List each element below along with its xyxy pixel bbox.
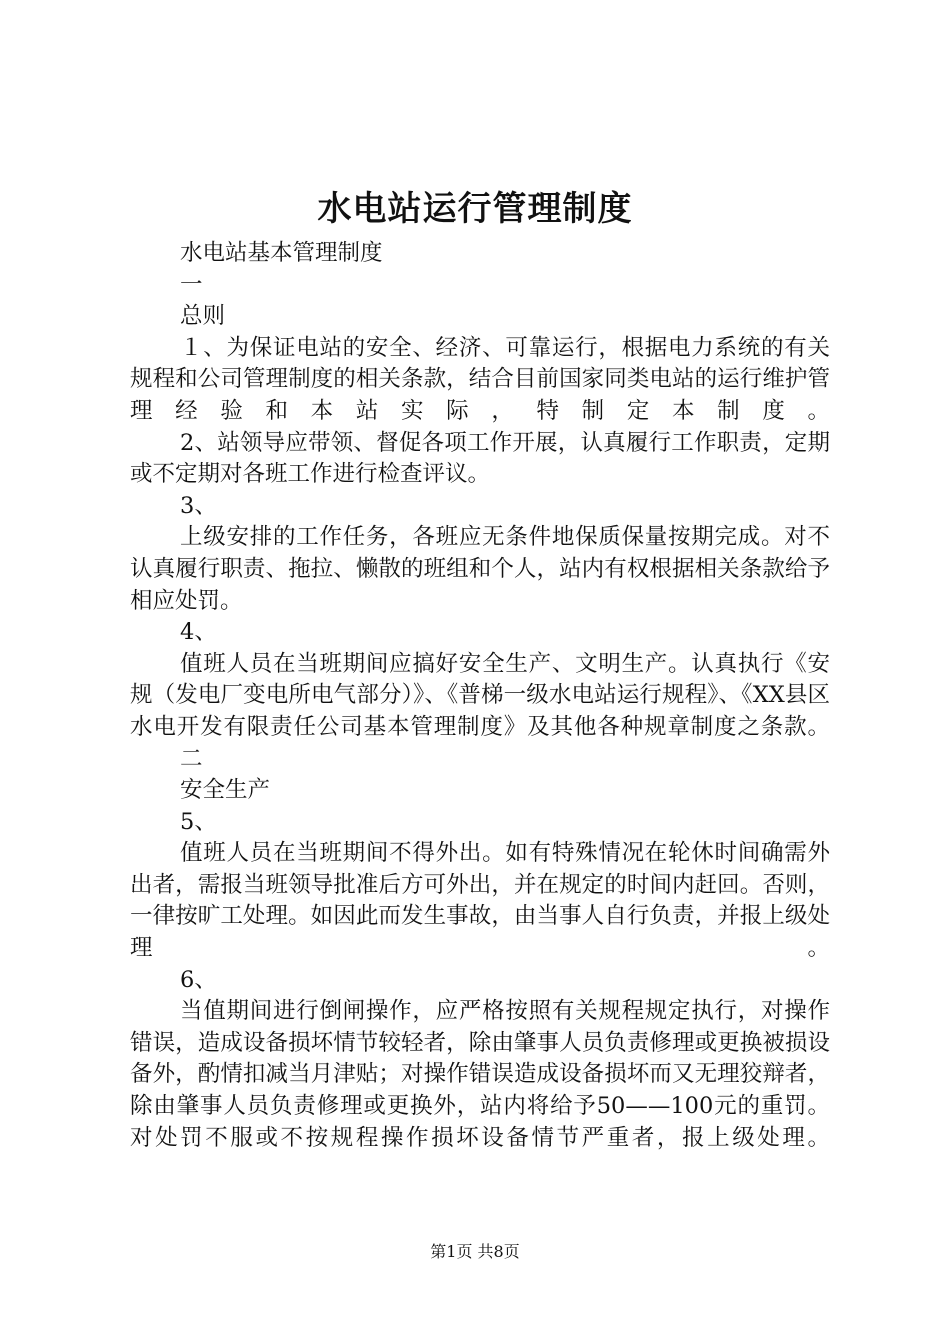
section-number: 二 (180, 745, 203, 772)
subtitle: 水电站基本管理制度 (180, 240, 383, 266)
document-body (130, 238, 830, 1154)
section-heading: 安全生产 (180, 777, 271, 804)
paragraph: １、为保证电站的安全、经济、可靠运行，根据电力系统的有关规程和公司管理制度的相关条款，结合目前国家同类电站的运行维护管理经验和本站实际，特制定本制度。 (130, 334, 830, 424)
item-number: 6、 (180, 966, 217, 993)
page-footer: 第1页 共8页 (430, 1242, 520, 1261)
paragraph: 值班人员在当班期间不得外出。如有特殊情况在轮休时间确需外出者，需报当班领导批准后方可外出，并在规定的时间内赶回。否则，一律按旷工处理。如因此而发生事故，由当事人自行负责，并报上级处理。 (130, 840, 830, 962)
paragraph: 2、站领导应带领、督促各项工作开展，认真履行工作职责，定期或不定期对各班工作进行检查评议。 (130, 429, 830, 488)
item-number: 5、 (180, 808, 217, 835)
paragraph: 当值期间进行倒闸操作，应严格按照有关规程规定执行，对操作错误，造成设备损坏情节较轻者，除由肇事人员负责修理或更换被损设备外，酌情扣减当月津贴；对操作错误造成设备损坏而又无理狡辩者，除由肇事人员负责修理或更换外，站内将给予50——100元的重罚。对处罚不服或不按规程操作损坏设备情节严重者，报上级处理。 (130, 998, 830, 1151)
paragraph: 上级安排的工作任务，各班应无条件地保质保量按期完成。对不认真履行职责、拖拉、懒散的班组和个人，站内有权根据相关条款给予相应处罚。 (130, 524, 830, 614)
document-title: 水电站运行管理制度 (317, 189, 633, 229)
section-number: 一 (180, 271, 203, 298)
item-number: 3、 (180, 492, 217, 519)
paragraph: 值班人员在当班期间应搞好安全生产、文明生产。认真执行《安规（发电厂变电所电气部分）》、《普梯一级水电站运行规程》、《XX县区水电开发有限责任公司基本管理制度》及其他各种规章制度之条款。 (130, 650, 830, 740)
section-heading: 总则 (180, 303, 226, 330)
item-number: 4、 (180, 619, 217, 646)
